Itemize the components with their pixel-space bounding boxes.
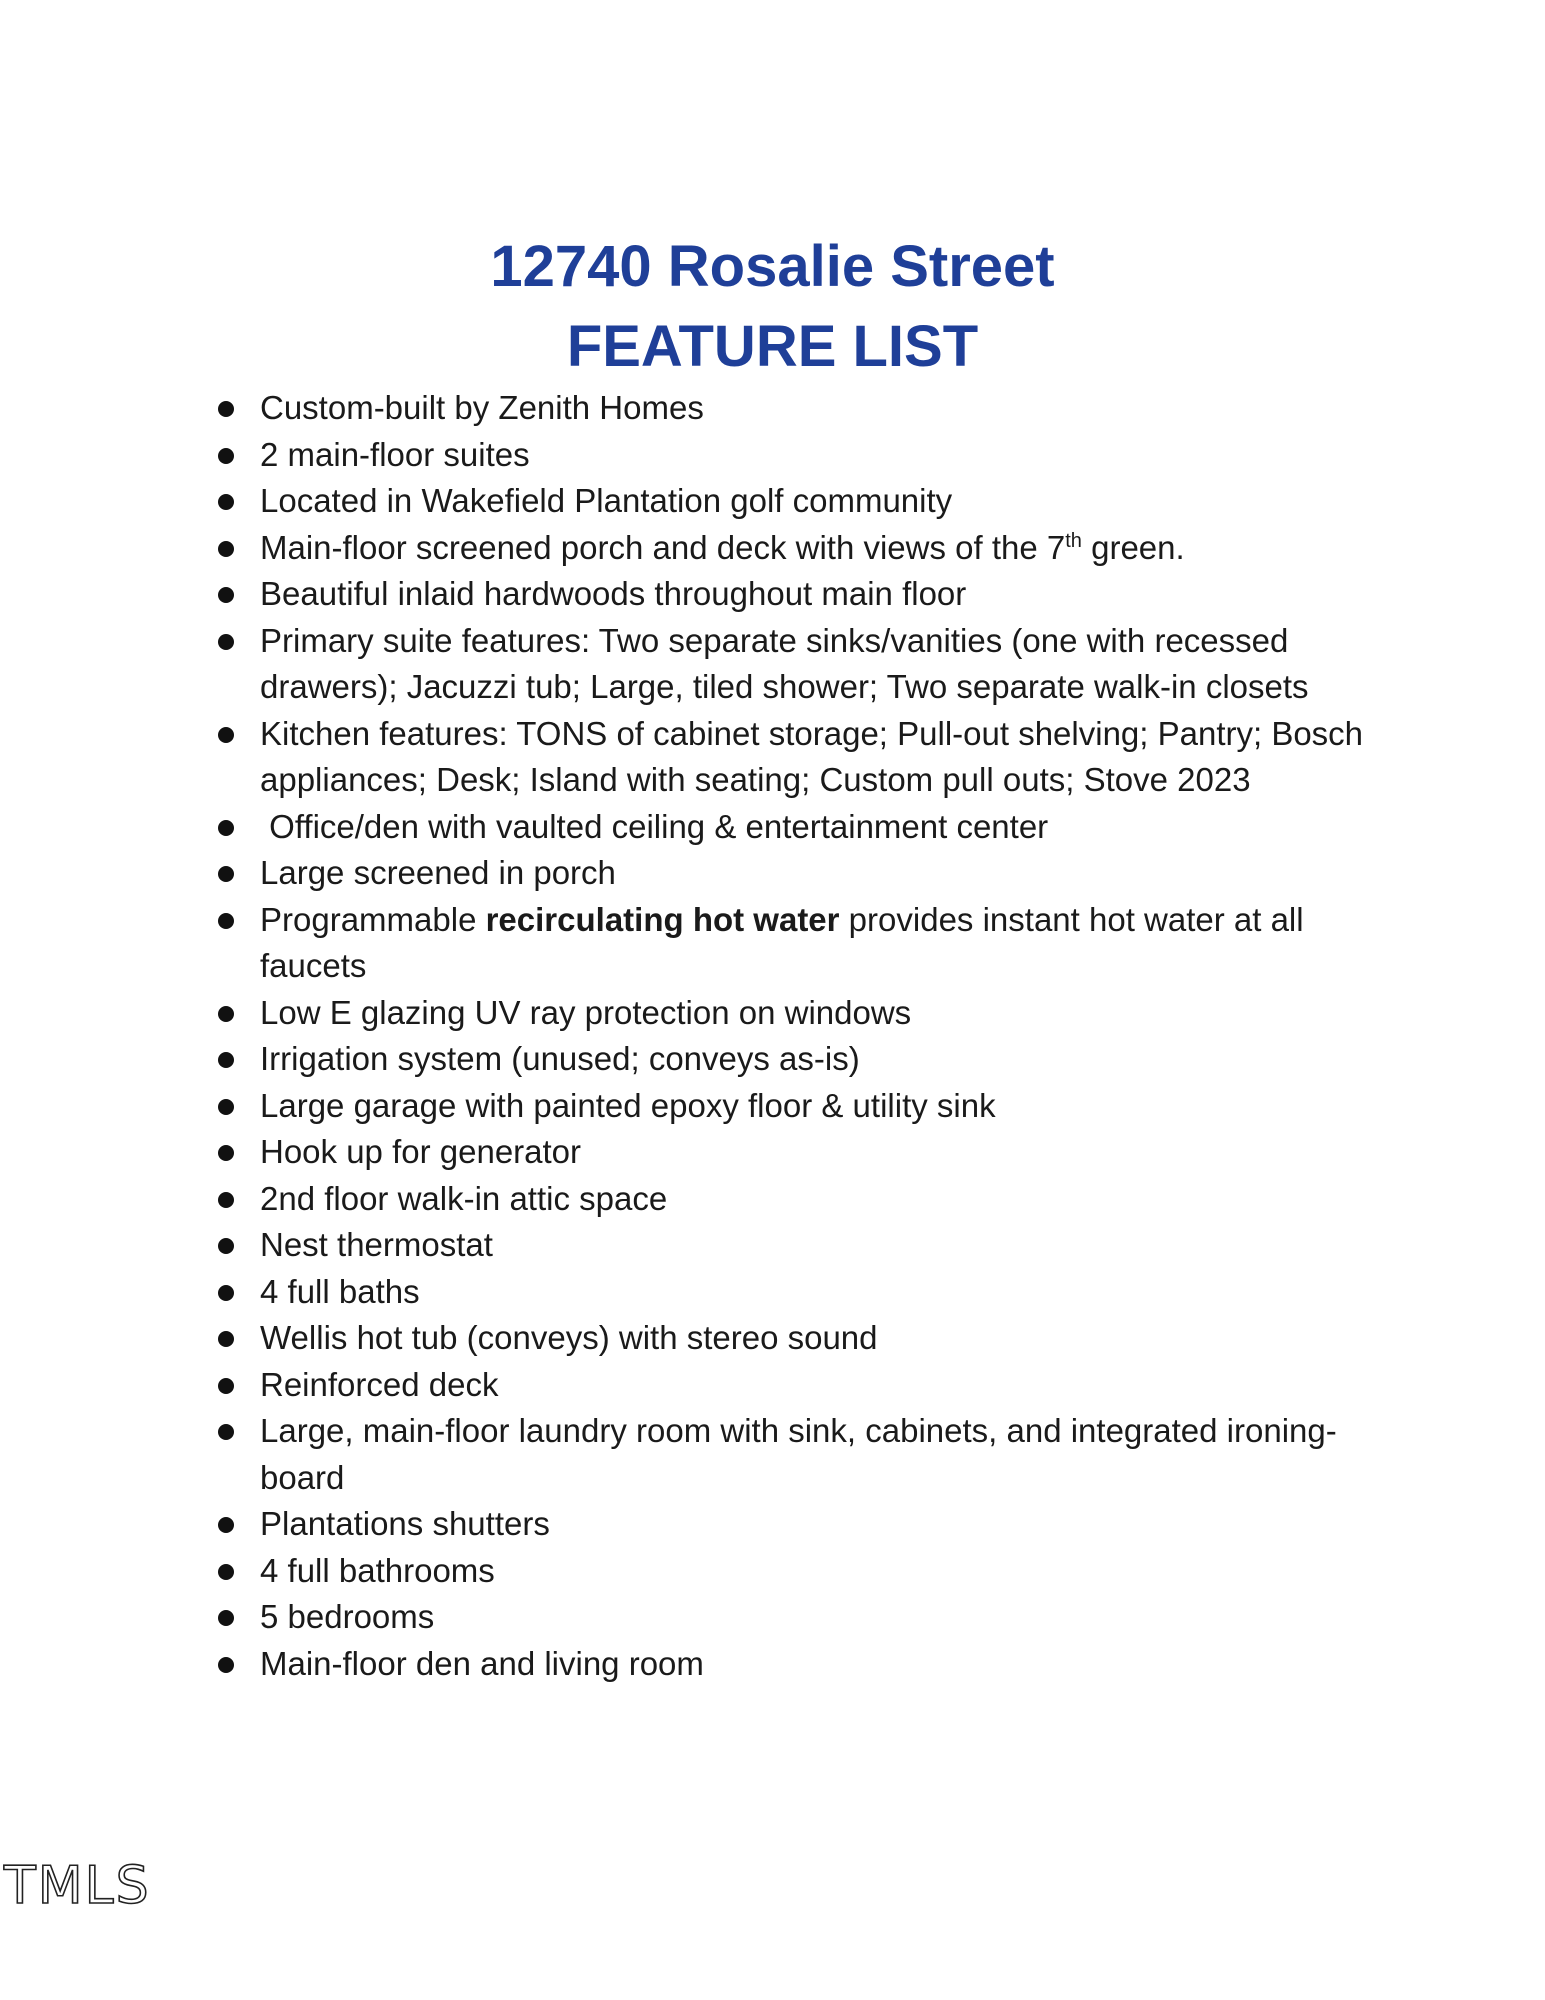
feature-text: Large, main-floor laundry room with sink, cabinets, and integrated ironing-board bbox=[260, 1412, 1337, 1496]
bullet-icon bbox=[218, 1378, 234, 1394]
feature-text: 4 full bathrooms bbox=[260, 1551, 495, 1589]
feature-text: Reinforced deck bbox=[260, 1365, 499, 1403]
bullet-icon bbox=[218, 1006, 234, 1022]
feature-text: Irrigation system (unused; conveys as-is) bbox=[260, 1040, 860, 1077]
feature-text: Primary suite features: Two separate sinks/vanities (one with recessed drawers); Jacuzzi tub; Large, tiled shower; Two separate walk-in closets bbox=[260, 621, 1309, 705]
bullet-icon bbox=[218, 494, 234, 510]
feature-text: Main-floor den and living room bbox=[260, 1644, 704, 1682]
bullet-icon bbox=[218, 541, 234, 557]
bullet-icon bbox=[218, 1099, 234, 1115]
feature-text: Nest thermostat bbox=[260, 1226, 493, 1263]
feature-text: 5 bedrooms bbox=[260, 1598, 435, 1635]
bullet-icon bbox=[218, 1517, 234, 1533]
list-item bbox=[210, 1501, 1390, 1548]
list-item bbox=[210, 618, 1390, 711]
tmls-logo: TMLS bbox=[4, 1856, 151, 1916]
feature-text: Kitchen features: TONS of cabinet storage; Pull-out shelving; Pantry; Bosch appliances; Desk; Island with seating; Custom pull outs; Stove 2023 bbox=[260, 714, 1373, 798]
bullet-icon bbox=[218, 866, 234, 882]
list-item bbox=[210, 897, 1390, 990]
list-item bbox=[210, 1083, 1390, 1130]
feature-list bbox=[210, 385, 1390, 1687]
bullet-icon bbox=[218, 587, 234, 603]
page-title bbox=[0, 227, 1545, 387]
feature-text: provides instant hot water at all faucets bbox=[260, 900, 1313, 984]
list-item bbox=[210, 850, 1390, 897]
feature-text: Hook up for generator bbox=[260, 1133, 582, 1170]
list-item bbox=[210, 1641, 1390, 1688]
ordinal-superscript: th bbox=[1065, 529, 1082, 552]
bullet-icon bbox=[218, 448, 234, 464]
bullet-icon bbox=[218, 634, 234, 650]
bullet-icon bbox=[218, 913, 234, 929]
feature-text: Large screened in porch bbox=[260, 854, 616, 891]
list-item bbox=[210, 1036, 1390, 1083]
list-item bbox=[210, 1269, 1390, 1316]
feature-text: Office/den with vaulted ceiling & entertainment center bbox=[260, 807, 1049, 845]
bullet-icon bbox=[218, 1285, 234, 1301]
feature-text: Wellis hot tub (conveys) with stereo sound bbox=[260, 1319, 878, 1356]
bullet-icon bbox=[218, 1238, 234, 1254]
bullet-icon bbox=[218, 1052, 234, 1068]
list-item bbox=[210, 1408, 1390, 1501]
feature-text: Main-floor screened porch and deck with views of the 7 bbox=[260, 528, 1066, 566]
bullet-icon bbox=[218, 727, 234, 743]
feature-text: Large garage with painted epoxy floor & utility sink bbox=[260, 1086, 996, 1124]
list-item bbox=[210, 1548, 1390, 1595]
list-item bbox=[210, 525, 1390, 572]
list-item bbox=[210, 804, 1390, 851]
list-item bbox=[210, 385, 1390, 432]
feature-text: green. bbox=[1081, 528, 1185, 566]
feature-text: Programmable bbox=[260, 900, 486, 938]
bullet-icon bbox=[218, 1145, 234, 1161]
bullet-icon bbox=[218, 1192, 234, 1208]
feature-text: 2nd floor walk-in attic space bbox=[260, 1179, 668, 1217]
feature-text: Custom-built by Zenith Homes bbox=[260, 389, 704, 426]
bullet-icon bbox=[218, 1610, 234, 1626]
list-item bbox=[210, 711, 1390, 804]
title-address: 12740 Rosalie Street bbox=[490, 233, 1055, 299]
list-item bbox=[210, 571, 1390, 618]
feature-text: 4 full baths bbox=[260, 1272, 420, 1310]
list-item bbox=[210, 1594, 1390, 1641]
feature-text: 2 main-floor suites bbox=[260, 435, 530, 473]
list-item bbox=[210, 990, 1390, 1037]
bullet-icon bbox=[218, 820, 234, 836]
feature-text: Low E glazing UV ray protection on windows bbox=[260, 993, 912, 1031]
list-item bbox=[210, 478, 1390, 525]
feature-text: Beautiful inlaid hardwoods throughout main floor bbox=[260, 575, 967, 612]
bullet-icon bbox=[218, 401, 234, 417]
bullet-icon bbox=[218, 1657, 234, 1673]
list-item bbox=[210, 1315, 1390, 1362]
feature-text: Plantations shutters bbox=[260, 1505, 550, 1542]
title-subtitle: FEATURE LIST bbox=[566, 313, 979, 379]
bullet-icon bbox=[218, 1424, 234, 1440]
list-item bbox=[210, 432, 1390, 479]
feature-text-bold: recirculating hot water bbox=[485, 900, 840, 938]
list-item bbox=[210, 1176, 1390, 1223]
bullet-icon bbox=[218, 1564, 234, 1580]
list-item bbox=[210, 1222, 1390, 1269]
list-item bbox=[210, 1362, 1390, 1409]
feature-text: Located in Wakefield Plantation golf community bbox=[260, 482, 953, 519]
bullet-icon bbox=[218, 1331, 234, 1347]
list-item bbox=[210, 1129, 1390, 1176]
